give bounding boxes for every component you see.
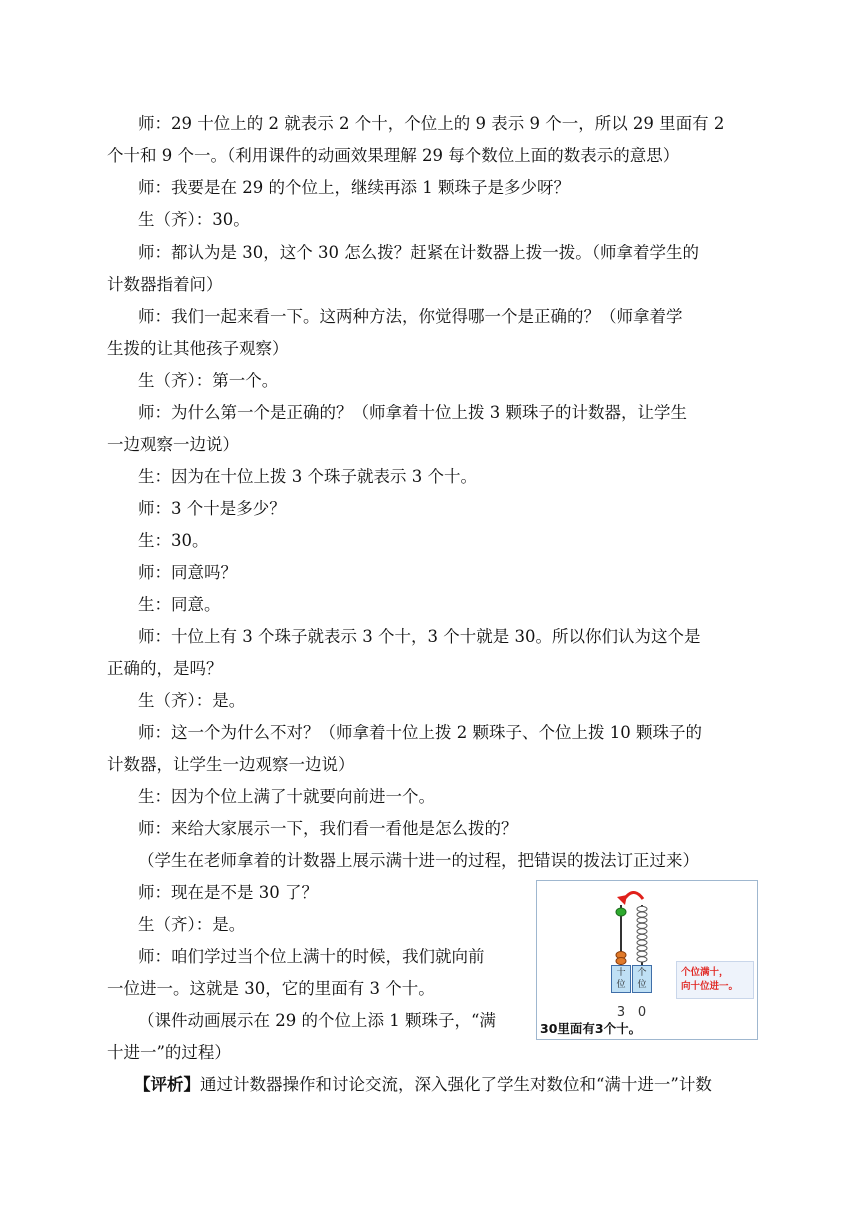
text-line: 生（齐）：30。 [138, 210, 250, 229]
text-line: 师：我们一起来看一下。这两种方法，你觉得哪一个是正确的？（师拿着学 [138, 307, 683, 326]
ones-bead [637, 923, 647, 928]
ones-digit: 0 [637, 1005, 647, 1020]
tens-place-box: 十 位 [611, 965, 631, 993]
text-line: 十进一”的过程） [107, 1043, 231, 1062]
ones-bead [637, 906, 647, 911]
ones-bead [637, 957, 647, 962]
text-line: 一位进一。这就是 30，它的里面有 3 个十。 [107, 979, 435, 998]
ones-bead [637, 912, 647, 917]
ones-bead [637, 940, 647, 945]
text-line: 师：都认为是 30，这个 30 怎么拨？赶紧在计数器上拨一拨。（师拿着学生的 [138, 243, 699, 262]
figure-caption: 30里面有3个十。 [540, 1021, 642, 1036]
text-line: 生拨的让其他孩子观察） [107, 339, 289, 358]
comment-text: 通过计数器操作和讨论交流，深入强化了学生对数位和“满十进一”计数 [200, 1075, 712, 1094]
text-line: 生：30。 [138, 531, 209, 550]
text-line: 一边观察一边说） [107, 435, 239, 454]
text-line: 师：同意吗？ [138, 563, 237, 582]
ones-bead [637, 918, 647, 923]
text-line: 师：来给大家展示一下，我们看一看他是怎么拨的？ [138, 819, 518, 838]
ones-beads [637, 906, 647, 962]
text-line: 师：为什么第一个是正确的？（师拿着十位上拨 3 颗珠子的计数器，让学生 [138, 403, 687, 422]
text-line: 生（齐）：是。 [138, 691, 246, 710]
text-line: 生（齐）：第一个。 [138, 371, 279, 390]
carry-arrow-head [617, 895, 627, 905]
abacus-figure [536, 880, 758, 1040]
text-line: （课件动画展示在 29 的个位上添 1 颗珠子，“满 [138, 1011, 496, 1030]
ones-bead [637, 946, 647, 951]
text-line: 师：现在是不是 30 了？ [138, 883, 318, 902]
comment-paragraph [134, 1075, 712, 1095]
comment-tag: 【评析】 [134, 1075, 200, 1094]
text-line: 正确的，是吗？ [107, 659, 223, 678]
tens-bead-orange [616, 958, 626, 965]
text-line: 生（齐）：是。 [138, 915, 246, 934]
ones-bead [637, 934, 647, 939]
text-line: （学生在老师拿着的计数器上展示满十进一的过程，把错误的拨法订正过来） [138, 851, 699, 870]
text-line: 生：因为在十位上拨 3 个珠子就表示 3 个十。 [138, 467, 477, 486]
text-line: 生：同意。 [138, 595, 221, 614]
note-line: 个位满十， [681, 967, 729, 978]
text-line: 师：29 十位上的 2 就表示 2 个十，个位上的 9 表示 9 个一，所以 29 里面有 2 [138, 114, 725, 133]
text-line: 师：这一个为什么不对？（师拿着十位上拨 2 颗珠子、个位上拨 10 颗珠子的 [138, 723, 702, 742]
ones-place-box: 个 位 [632, 965, 652, 993]
text-line: 师：咱们学过当个位上满十的时候，我们就向前 [138, 947, 485, 966]
text-line: 计数器，让学生一边观察一边说） [107, 755, 355, 774]
text-line: 师：我要是在 29 的个位上，继续再添 1 颗珠子是多少呀？ [138, 178, 570, 197]
ones-bead [637, 929, 647, 934]
ones-bead [637, 951, 647, 956]
text-line: 师：3 个十是多少？ [138, 499, 286, 518]
text-line: 生：因为个位上满了十就要向前进一个。 [138, 787, 435, 806]
text-line: 计数器指着问） [107, 275, 223, 294]
note-line: 向十位进一。 [681, 981, 739, 992]
tens-digit: 3 [616, 1005, 626, 1020]
text-line: 师：十位上有 3 个珠子就表示 3 个十，3 个十就是 30。所以你们认为这个是 [138, 627, 701, 646]
text-line: 个十和 9 个一。（利用课件的动画效果理解 29 每个数位上面的数表示的意思） [107, 146, 680, 165]
tens-bead-green [616, 908, 626, 916]
carry-note [676, 961, 754, 999]
